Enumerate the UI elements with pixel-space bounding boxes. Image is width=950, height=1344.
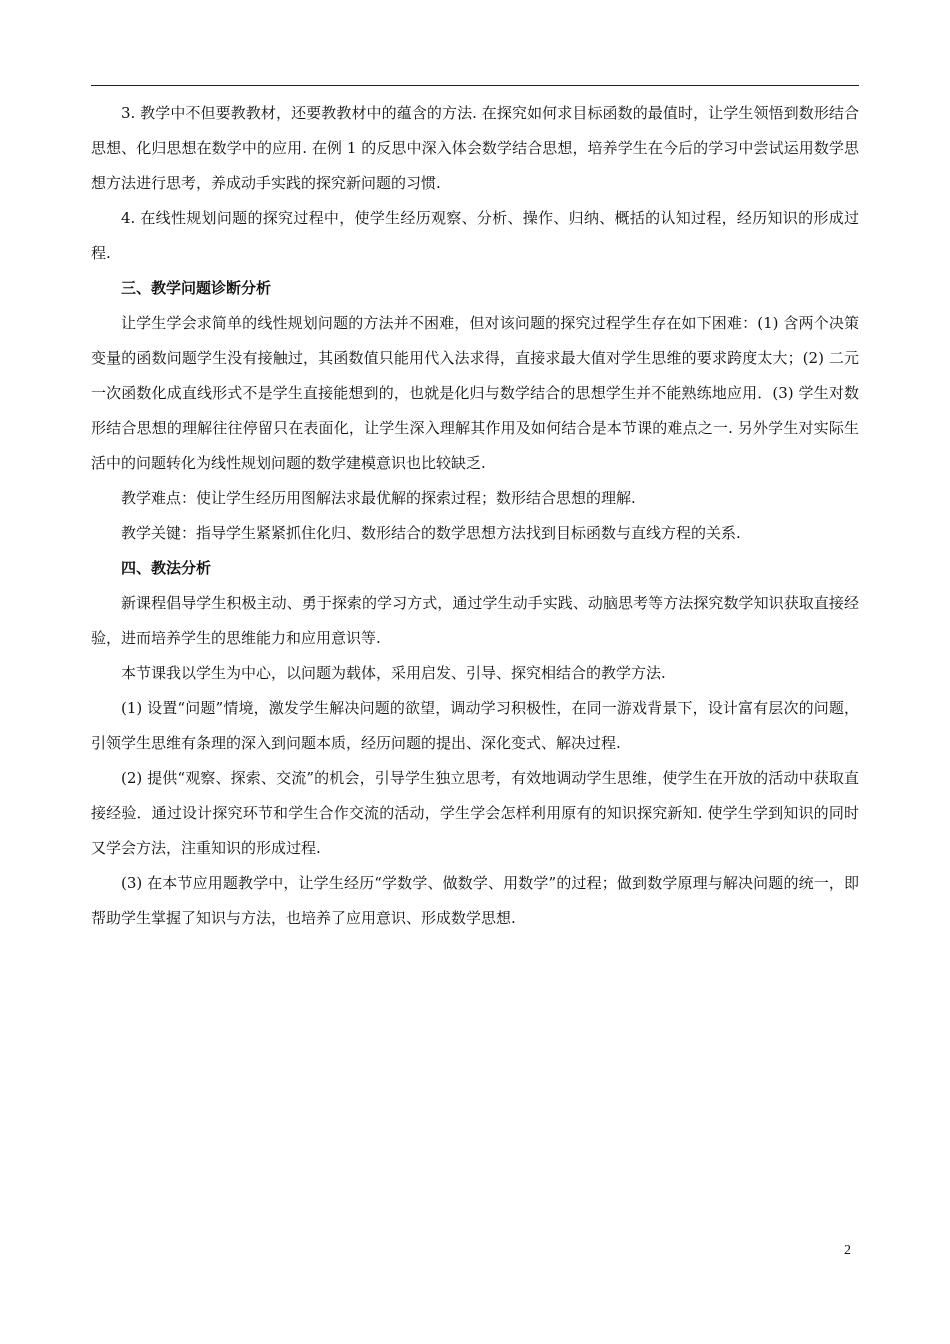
paragraph-student-centered: 本节课我以学生为中心，以问题为载体，采用启发、引导、探究相结合的教学方法. xyxy=(121,664,666,682)
header-rule xyxy=(91,85,859,86)
document-body xyxy=(91,96,859,936)
section-heading-diagnosis: 三、教学问题诊断分析 xyxy=(121,279,272,297)
paragraph-difficulties: 让学生学会求简单的线性规划问题的方法并不困难，但对该问题的探究过程学生存在如下困难：(1) 含两个决策变量的函数问题学生没有接触过，其函数值只能用代入法求得，直接求最大值对学生思维的要求跨度太大；(2) 二元一次函数化成直线形式不是学生直接能想到的，也就是化归与数学结合的思想学生并不能熟练地应用．(3) 学生对数形结合思想的理解往往停留只在表面化，让学生深入理解其作用及如何结合是本节课的难点之一. 另外学生对实际生活中的问题转化为线性规划问题的数学建模意识也比较缺乏. xyxy=(91,314,859,472)
page-number: 2 xyxy=(844,1243,851,1258)
section-heading-method: 四、教法分析 xyxy=(121,559,212,577)
paragraph-teaching-difficulty: 教学难点：使让学生经历用图解法求最优解的探索过程；数形结合思想的理解. xyxy=(121,489,636,507)
paragraph-method-teaching: 3. 教学中不但要教教材，还要教教材中的蕴含的方法. 在探究如何求目标函数的最值时，让学生领悟到数形结合思想、化归思想在数学中的应用. 在例 1 的反思中深入体会数学结合思想，培养学生在今后的学习中尝试运用数学思想方法进行思考，养成动手实践的探究新问题的习惯. xyxy=(91,104,859,192)
paragraph-exploration-process: 4. 在线性规划问题的探究过程中，使学生经历观察、分析、操作、归纳、概括的认知过程，经历知识的形成过程. xyxy=(91,209,859,262)
paragraph-new-curriculum: 新课程倡导学生积极主动、勇于探索的学习方式，通过学生动手实践、动脑思考等方法探究数学知识获取直接经验，进而培养学生的思维能力和应用意识等. xyxy=(91,594,859,647)
paragraph-item-1: (1) 设置“问题”情境，激发学生解决问题的欲望，调动学习积极性，在同一游戏背景下，设计富有层次的问题，引领学生思维有条理的深入到问题本质，经历问题的提出、深化变式、解决过程. xyxy=(91,699,859,752)
paragraph-teaching-key: 教学关键：指导学生紧紧抓住化归、数形结合的数学思想方法找到目标函数与直线方程的关系. xyxy=(121,524,741,542)
paragraph-item-3: (3) 在本节应用题教学中，让学生经历“学数学、做数学、用数学”的过程；做到数学原理与解决问题的统一，即帮助学生掌握了知识与方法，也培养了应用意识、形成数学思想. xyxy=(91,874,859,927)
paragraph-item-2: (2) 提供“观察、探索、交流”的机会，引导学生独立思考，有效地调动学生思维，使学生在开放的活动中获取直接经验．通过设计探究环节和学生合作交流的活动，学生学会怎样利用原有的知识探究新知. 使学生学到知识的同时又学会方法，注重知识的形成过程. xyxy=(91,769,859,857)
